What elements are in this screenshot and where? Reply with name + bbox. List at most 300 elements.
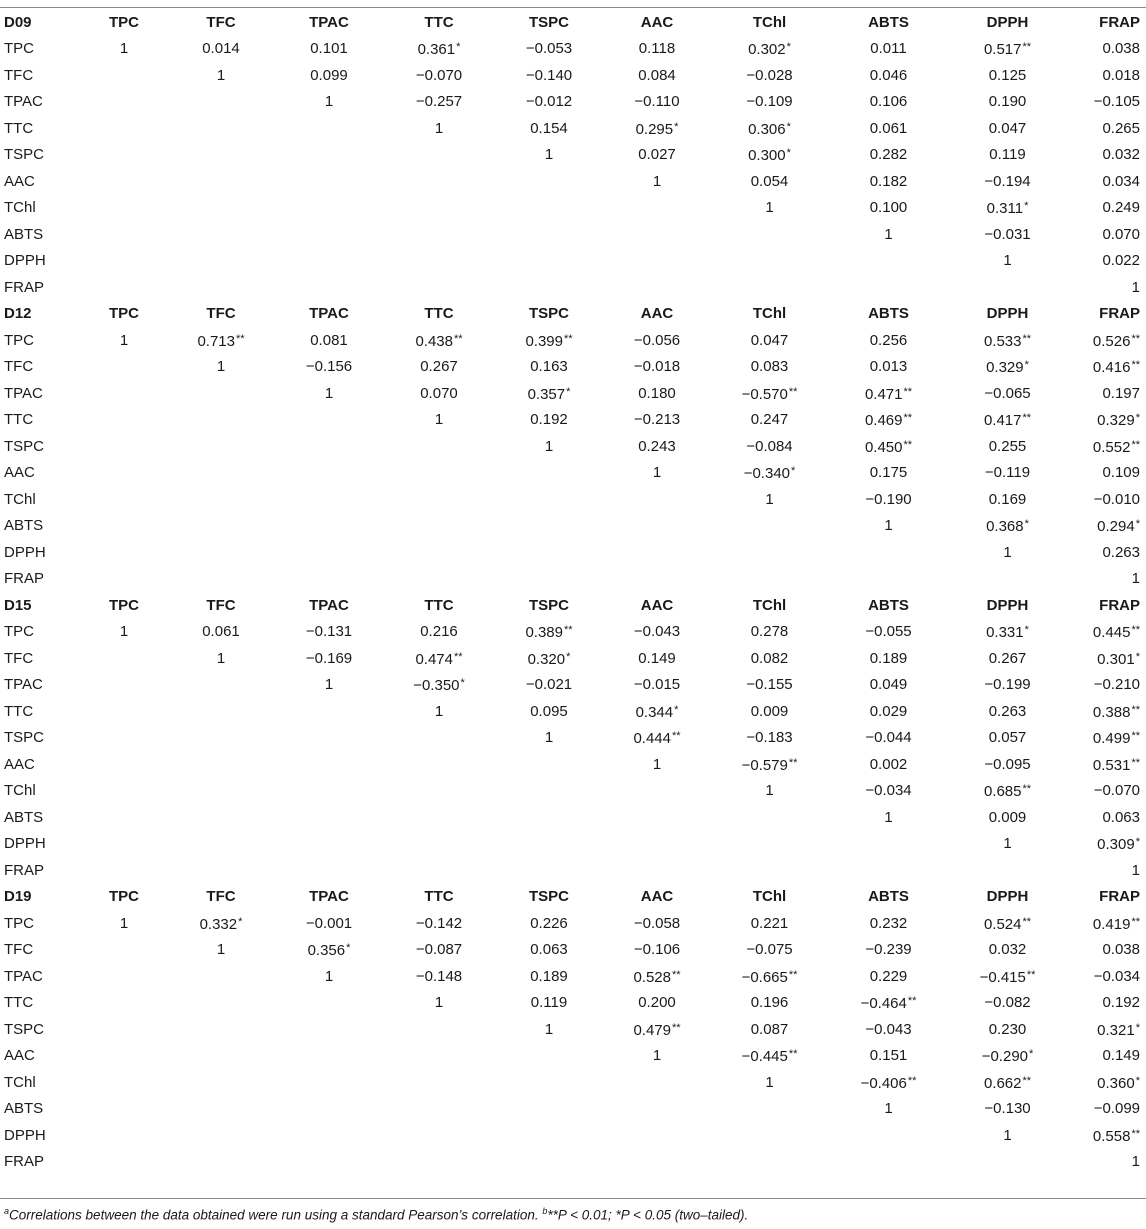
- table-cell: [80, 672, 168, 699]
- table-cell: [384, 460, 494, 487]
- table-row: [0, 460, 1146, 487]
- table-cell: [384, 725, 494, 752]
- table-cell: [384, 221, 494, 248]
- cell-value: 1: [119, 914, 129, 932]
- table-cell: [829, 195, 948, 222]
- table-cell: [80, 1149, 168, 1176]
- table-cell: [604, 221, 710, 248]
- table-cell: [494, 566, 604, 593]
- table-cell: [1067, 407, 1146, 434]
- block-header-row: [0, 301, 1146, 328]
- row-label: TPAC: [4, 676, 43, 694]
- table-cell: [168, 645, 274, 672]
- table-cell: [168, 619, 274, 646]
- table-cell: [948, 937, 1067, 964]
- table-cell: [274, 937, 384, 964]
- table-cell: [604, 910, 710, 937]
- table-cell: [384, 963, 494, 990]
- table-row: [0, 963, 1146, 990]
- table-cell: [710, 1069, 829, 1096]
- table-cell: [710, 619, 829, 646]
- table-cell: [710, 831, 829, 858]
- table-cell: [604, 1096, 710, 1123]
- cell-value: 0.200: [638, 994, 676, 1012]
- table-cell: [494, 115, 604, 142]
- row-label: TPAC: [4, 384, 43, 402]
- table-cell: [829, 751, 948, 778]
- cell-value: 0.255: [988, 437, 1027, 455]
- table-cell: [1067, 142, 1146, 169]
- table-cell: [604, 195, 710, 222]
- significance-marker: **: [788, 756, 798, 769]
- cell-value: 1: [119, 40, 129, 58]
- column-header: DPPH: [986, 305, 1029, 323]
- table-cell: [274, 142, 384, 169]
- table-cell: [948, 751, 1067, 778]
- table-cell: [1067, 990, 1146, 1017]
- significance-marker: **: [903, 438, 913, 451]
- table-cell: [168, 248, 274, 275]
- table-cell: [948, 857, 1067, 884]
- table-cell: [274, 380, 384, 407]
- row-label: ABTS: [4, 517, 44, 535]
- cell-value: 0.265: [1102, 119, 1140, 137]
- table-cell: [829, 221, 948, 248]
- cell-value: −0.131: [305, 623, 353, 641]
- bottom-rule: [0, 1198, 1146, 1199]
- column-header: TPC: [109, 305, 139, 323]
- cell-value: −0.105: [1093, 93, 1140, 111]
- table-row: [0, 751, 1146, 778]
- table-cell: [829, 539, 948, 566]
- cell-value: 0.229: [869, 967, 908, 985]
- table-cell: [384, 89, 494, 116]
- table-cell: [710, 274, 829, 301]
- cell-value: 1: [884, 517, 893, 535]
- table-cell: [494, 89, 604, 116]
- significance-marker: **: [1022, 915, 1032, 928]
- table-cell: [948, 407, 1067, 434]
- cell-value: 1: [434, 411, 444, 429]
- significance-marker: *: [1135, 836, 1140, 849]
- column-header: TFC: [206, 13, 236, 31]
- table-cell: [948, 804, 1067, 831]
- row-label: TTC: [4, 411, 34, 429]
- table-cell: [384, 354, 494, 381]
- table-cell: [1067, 910, 1146, 937]
- table-cell: [829, 1016, 948, 1043]
- cell-value: −0.056: [633, 331, 681, 349]
- table-cell: [168, 751, 274, 778]
- table-cell: [829, 460, 948, 487]
- table-cell: [384, 645, 494, 672]
- cell-value: 0.192: [1102, 994, 1140, 1012]
- cell-value: −0.183: [746, 729, 793, 747]
- cell-value: 1: [324, 93, 334, 111]
- significance-marker: **: [1131, 1127, 1140, 1140]
- cell-value: −0.119: [984, 464, 1031, 482]
- column-header: TPC: [109, 596, 139, 614]
- table-cell: [710, 1096, 829, 1123]
- table-row: [0, 380, 1146, 407]
- cell-value: 0.438: [415, 332, 453, 350]
- table-cell: [710, 910, 829, 937]
- table-cell: [948, 327, 1067, 354]
- table-cell: [494, 274, 604, 301]
- table-cell: [80, 539, 168, 566]
- cell-value: −0.290: [981, 1048, 1028, 1066]
- table-cell: [384, 990, 494, 1017]
- table-cell: [604, 407, 710, 434]
- table-cell: [384, 195, 494, 222]
- cell-value: 0.558: [1092, 1127, 1131, 1145]
- table-row: [0, 89, 1146, 116]
- significance-marker: **: [671, 730, 681, 743]
- cell-value: 0.034: [1102, 172, 1140, 190]
- table-cell: [274, 354, 384, 381]
- significance-marker: **: [453, 650, 463, 663]
- table-cell: [1067, 513, 1146, 540]
- table-cell: [829, 1149, 948, 1176]
- table-cell: [274, 168, 384, 195]
- table-cell: [710, 89, 829, 116]
- table-cell: [494, 142, 604, 169]
- table-cell: [710, 804, 829, 831]
- row-label: DPPH: [4, 835, 46, 853]
- table-cell: [710, 698, 829, 725]
- table-cell: [1067, 460, 1146, 487]
- cell-value: 0.300: [748, 147, 786, 165]
- table-cell: [168, 115, 274, 142]
- table-cell: [274, 248, 384, 275]
- cell-value: 1: [324, 967, 334, 985]
- row-label: TSPC: [4, 146, 45, 164]
- cell-value: 0.169: [988, 490, 1027, 508]
- cell-value: −0.018: [633, 358, 681, 376]
- table-cell: [494, 327, 604, 354]
- table-cell: [80, 619, 168, 646]
- table-cell: [80, 274, 168, 301]
- table-cell: [80, 195, 168, 222]
- table-cell: [494, 645, 604, 672]
- table-cell: [80, 804, 168, 831]
- cell-value: 0.267: [420, 358, 458, 376]
- table-cell: [1067, 645, 1146, 672]
- table-cell: [494, 1096, 604, 1123]
- table-cell: [384, 566, 494, 593]
- table-cell: [710, 248, 829, 275]
- table-cell: [80, 963, 168, 990]
- significance-marker: **: [1131, 730, 1140, 743]
- table-cell: [168, 698, 274, 725]
- table-cell: [948, 645, 1067, 672]
- table-cell: [604, 327, 710, 354]
- cell-value: 1: [434, 702, 444, 720]
- row-label: ABTS: [4, 1100, 44, 1118]
- table-cell: [384, 804, 494, 831]
- cell-value: 0.331: [986, 624, 1024, 642]
- significance-marker: *: [791, 465, 796, 478]
- row-label: TFC: [4, 66, 34, 84]
- table-cell: [494, 486, 604, 513]
- table-cell: [1067, 248, 1146, 275]
- table-cell: [948, 460, 1067, 487]
- row-label: TPC: [4, 914, 34, 932]
- table-row: [0, 1149, 1146, 1176]
- table-cell: [384, 910, 494, 937]
- significance-marker: **: [903, 412, 913, 425]
- cell-value: −0.140: [525, 66, 573, 84]
- row-label: TFC: [4, 941, 34, 959]
- cell-value: −0.570: [741, 385, 788, 403]
- table-cell: [274, 831, 384, 858]
- table-cell: [710, 460, 829, 487]
- cell-value: 0.263: [988, 702, 1027, 720]
- table-cell: [274, 778, 384, 805]
- table-cell: [829, 89, 948, 116]
- table-cell: [168, 274, 274, 301]
- table-cell: [384, 168, 494, 195]
- cell-value: −0.070: [1093, 782, 1140, 800]
- table-cell: [829, 831, 948, 858]
- table-cell: [948, 1149, 1067, 1176]
- table-cell: [80, 62, 168, 89]
- table-cell: [80, 354, 168, 381]
- table-cell: [604, 274, 710, 301]
- table-cell: [1067, 1096, 1146, 1123]
- cell-value: 0.057: [988, 729, 1027, 747]
- table-cell: [168, 380, 274, 407]
- cell-value: 1: [652, 172, 662, 190]
- table-cell: [80, 831, 168, 858]
- table-cell: [494, 1016, 604, 1043]
- table-cell: [948, 566, 1067, 593]
- significance-marker: *: [1135, 1021, 1140, 1034]
- table-cell: [494, 539, 604, 566]
- table-cell: [1067, 168, 1146, 195]
- table-cell: [494, 990, 604, 1017]
- table-cell: [384, 751, 494, 778]
- table-cell: [274, 963, 384, 990]
- row-label: TTC: [4, 119, 34, 137]
- significance-marker: *: [786, 120, 791, 133]
- block-label: D09: [4, 13, 32, 31]
- table-cell: [710, 566, 829, 593]
- significance-marker: **: [1131, 756, 1140, 769]
- table-cell: [494, 698, 604, 725]
- cell-value: 0.125: [988, 66, 1027, 84]
- cell-value: −0.194: [984, 172, 1031, 190]
- table-cell: [710, 990, 829, 1017]
- table-cell: [274, 910, 384, 937]
- cell-value: 1: [1003, 835, 1012, 853]
- table-cell: [274, 513, 384, 540]
- table-cell: [80, 168, 168, 195]
- cell-value: 0.531: [1092, 756, 1131, 774]
- cell-value: −0.130: [984, 1100, 1031, 1118]
- table-cell: [274, 1069, 384, 1096]
- cell-value: 0.038: [1102, 941, 1140, 959]
- significance-marker: **: [235, 332, 245, 345]
- cell-value: 0.083: [750, 358, 789, 376]
- cell-value: −0.043: [865, 1020, 912, 1038]
- table-cell: [710, 354, 829, 381]
- table-cell: [948, 619, 1067, 646]
- column-header: TTC: [424, 888, 454, 906]
- column-header: FRAP: [1099, 888, 1140, 906]
- cell-value: 1: [544, 146, 554, 164]
- cell-value: 0.013: [869, 358, 908, 376]
- table-cell: [948, 539, 1067, 566]
- cell-value: 0.009: [988, 808, 1027, 826]
- cell-value: 0.388: [1092, 703, 1131, 721]
- cell-value: −0.445: [741, 1048, 788, 1066]
- cell-value: 0.416: [1092, 359, 1131, 377]
- table-cell: [604, 1043, 710, 1070]
- cell-value: 0.471: [864, 385, 903, 403]
- table-cell: [168, 460, 274, 487]
- correlation-table: [0, 9, 1146, 1175]
- table-cell: [710, 380, 829, 407]
- table-cell: [384, 380, 494, 407]
- table-cell: [604, 380, 710, 407]
- cell-value: 0.249: [1102, 199, 1140, 217]
- table-row: [0, 62, 1146, 89]
- cell-value: −0.257: [415, 93, 463, 111]
- cell-value: 1: [765, 1073, 774, 1091]
- table-cell: [710, 62, 829, 89]
- table-row: [0, 619, 1146, 646]
- table-cell: [384, 248, 494, 275]
- cell-value: 0.009: [750, 702, 789, 720]
- column-header: TPAC: [309, 305, 349, 323]
- column-header: TChl: [752, 305, 787, 323]
- significance-marker: **: [1022, 332, 1032, 345]
- table-cell: [494, 62, 604, 89]
- cell-value: 0.533: [983, 332, 1022, 350]
- table-row: [0, 486, 1146, 513]
- cell-value: 1: [765, 199, 774, 217]
- cell-value: 0.474: [415, 650, 453, 668]
- column-header: DPPH: [986, 888, 1029, 906]
- table-row: [0, 142, 1146, 169]
- significance-marker: *: [786, 147, 791, 160]
- table-cell: [384, 778, 494, 805]
- table-cell: [168, 89, 274, 116]
- cell-value: 0.087: [750, 1020, 789, 1038]
- table-cell: [604, 778, 710, 805]
- significance-marker: **: [671, 968, 681, 981]
- cell-value: 0.063: [1102, 808, 1140, 826]
- table-cell: [948, 62, 1067, 89]
- table-cell: [80, 460, 168, 487]
- table-cell: [1067, 274, 1146, 301]
- cell-value: 0.018: [1102, 66, 1140, 84]
- column-header: ABTS: [868, 888, 909, 906]
- cell-value: 0.216: [420, 623, 458, 641]
- table-cell: [1067, 1122, 1146, 1149]
- table-cell: [604, 89, 710, 116]
- significance-marker: *: [674, 703, 679, 716]
- table-cell: [829, 433, 948, 460]
- cell-value: 0.190: [988, 93, 1027, 111]
- table-cell: [1067, 725, 1146, 752]
- cell-value: 0.278: [750, 623, 789, 641]
- table-cell: [604, 1016, 710, 1043]
- table-cell: [1067, 354, 1146, 381]
- table-cell: [384, 1069, 494, 1096]
- cell-value: −0.106: [633, 941, 681, 959]
- table-cell: [384, 698, 494, 725]
- footnote-text-a: Correlations between the data obtained were run using a standard Pearson’s correlation.: [9, 1207, 543, 1223]
- row-label: FRAP: [4, 1153, 45, 1171]
- table-cell: [948, 433, 1067, 460]
- table-cell: [710, 1149, 829, 1176]
- cell-value: 1: [544, 1020, 554, 1038]
- table-cell: [274, 433, 384, 460]
- row-label: TPC: [4, 623, 34, 641]
- column-header: AAC: [640, 888, 674, 906]
- table-cell: [1067, 89, 1146, 116]
- table-row: [0, 433, 1146, 460]
- footnote-text-b: **P < 0.01; *P < 0.05 (two–tailed).: [547, 1207, 749, 1223]
- table-cell: [80, 937, 168, 964]
- table-cell: [948, 831, 1067, 858]
- table-cell: [710, 857, 829, 884]
- column-header: ABTS: [868, 13, 909, 31]
- table-cell: [1067, 1016, 1146, 1043]
- table-cell: [494, 380, 604, 407]
- cell-value: 0.182: [869, 172, 908, 190]
- table-cell: [829, 327, 948, 354]
- row-label: TChl: [4, 782, 36, 800]
- cell-value: 0.329: [986, 359, 1024, 377]
- cell-value: 0.662: [983, 1074, 1022, 1092]
- table-cell: [168, 327, 274, 354]
- table-row: [0, 36, 1146, 63]
- table-cell: [604, 725, 710, 752]
- table-cell: [168, 168, 274, 195]
- table-cell: [710, 645, 829, 672]
- table-cell: [494, 910, 604, 937]
- cell-value: −0.065: [984, 384, 1031, 402]
- column-header: TFC: [206, 596, 236, 614]
- table-cell: [274, 566, 384, 593]
- cell-value: −0.031: [984, 225, 1031, 243]
- table-cell: [274, 804, 384, 831]
- table-cell: [494, 460, 604, 487]
- column-header: TChl: [752, 888, 787, 906]
- table-cell: [710, 513, 829, 540]
- table-cell: [1067, 857, 1146, 884]
- cell-value: −0.156: [305, 358, 353, 376]
- cell-value: 0.444: [633, 730, 671, 748]
- cell-value: 0.311: [986, 200, 1024, 218]
- cell-value: −0.109: [746, 93, 793, 111]
- cell-value: −0.155: [746, 676, 793, 694]
- cell-value: 0.256: [869, 331, 908, 349]
- table-cell: [168, 672, 274, 699]
- cell-value: −0.665: [741, 968, 788, 986]
- table-cell: [80, 36, 168, 63]
- table-cell: [168, 1149, 274, 1176]
- table-cell: [274, 1016, 384, 1043]
- table-cell: [384, 539, 494, 566]
- cell-value: −0.044: [865, 729, 912, 747]
- block-label: D12: [4, 305, 32, 323]
- cell-value: 0.189: [869, 649, 908, 667]
- cell-value: 0.149: [638, 649, 676, 667]
